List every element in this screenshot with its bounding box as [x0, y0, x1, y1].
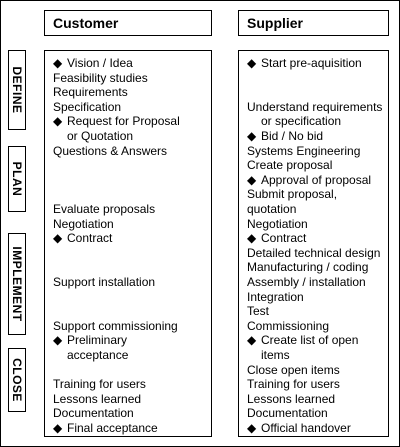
customer-item: Request for Proposal — [67, 114, 180, 129]
supplier-item: Contract — [261, 231, 307, 246]
customer-header — [44, 10, 212, 36]
phase-implement-label: IMPLEMENT — [10, 246, 24, 322]
supplier-item: Assembly / installation — [247, 275, 366, 289]
phase-plan — [8, 146, 26, 212]
supplier-header-label: Supplier — [247, 15, 304, 31]
supplier-item: Lessons learned — [247, 391, 336, 406]
supplier-item: Manufacturing / coding — [247, 260, 369, 275]
supplier-item: Documentation — [247, 406, 328, 421]
customer-item: Documentation — [53, 406, 134, 421]
supplier-item: Create proposal — [247, 158, 333, 173]
bullet-icon: ◆ — [247, 129, 257, 143]
bullet-icon: ◆ — [53, 333, 63, 348]
customer-item: acceptance — [67, 348, 129, 362]
customer-item: or Quotation — [67, 129, 134, 143]
supplier-item: Test — [247, 304, 270, 319]
customer-item: Evaluate proposals — [53, 202, 156, 216]
bullet-icon: ◆ — [247, 172, 257, 187]
customer-item: Preliminary — [67, 333, 128, 348]
customer-item: Lessons learned — [53, 391, 142, 406]
customer-item: Training for users — [53, 377, 146, 392]
customer-item: Support commissioning — [53, 318, 178, 333]
customer-item: Support installation — [53, 275, 156, 289]
customer-item: Contract — [67, 231, 113, 246]
phase-close — [8, 348, 26, 412]
bullet-icon: ◆ — [247, 231, 257, 246]
bullet-icon: ◆ — [247, 333, 257, 348]
supplier-item: Approval of proposal — [261, 172, 372, 187]
customer-item: Requirements — [53, 85, 128, 100]
bullet-icon: ◆ — [53, 421, 63, 435]
supplier-item: Start pre-aquisition — [261, 56, 362, 70]
supplier-item: items — [261, 348, 290, 362]
bullet-icon: ◆ — [53, 231, 63, 246]
supplier-item: Create list of open — [261, 333, 359, 348]
customer-item: Vision / Idea — [67, 56, 133, 70]
customer-header-label: Customer — [53, 15, 119, 31]
supplier-item: Close open items — [247, 362, 340, 377]
bullet-icon: ◆ — [53, 56, 63, 70]
phase-define — [8, 50, 26, 130]
supplier-item: Integration — [247, 289, 304, 304]
supplier-header — [238, 10, 389, 36]
supplier-item: Commissioning — [247, 318, 330, 333]
supplier-item: Systems Engineering — [247, 143, 361, 158]
bullet-icon: ◆ — [53, 114, 63, 129]
customer-column — [44, 50, 212, 437]
customer-item: Final acceptance — [67, 421, 158, 435]
supplier-item: quotation — [247, 202, 297, 216]
supplier-item: or specification — [261, 114, 342, 129]
supplier-item: Training for users — [247, 377, 340, 392]
supplier-item: Official handover — [261, 421, 351, 435]
bullet-icon: ◆ — [247, 56, 257, 70]
customer-item: Feasibility studies — [53, 70, 148, 85]
customer-item: Questions & Answers — [53, 143, 168, 158]
supplier-item: Understand requirements — [247, 99, 383, 114]
supplier-item: Submit proposal, — [247, 187, 338, 202]
phase-close-label: CLOSE — [10, 358, 24, 402]
bullet-icon: ◆ — [247, 421, 257, 435]
supplier-item: Detailed technical design — [247, 245, 381, 260]
supplier-item: Bid / No bid — [261, 129, 324, 143]
supplier-column — [238, 50, 389, 437]
customer-item: Specification — [53, 99, 122, 114]
phase-implement — [8, 233, 26, 335]
phase-define-label: DEFINE — [10, 66, 24, 114]
customer-item: Negotiation — [53, 216, 114, 231]
supplier-item: Negotiation — [247, 216, 308, 231]
phase-plan-label: PLAN — [10, 161, 24, 197]
